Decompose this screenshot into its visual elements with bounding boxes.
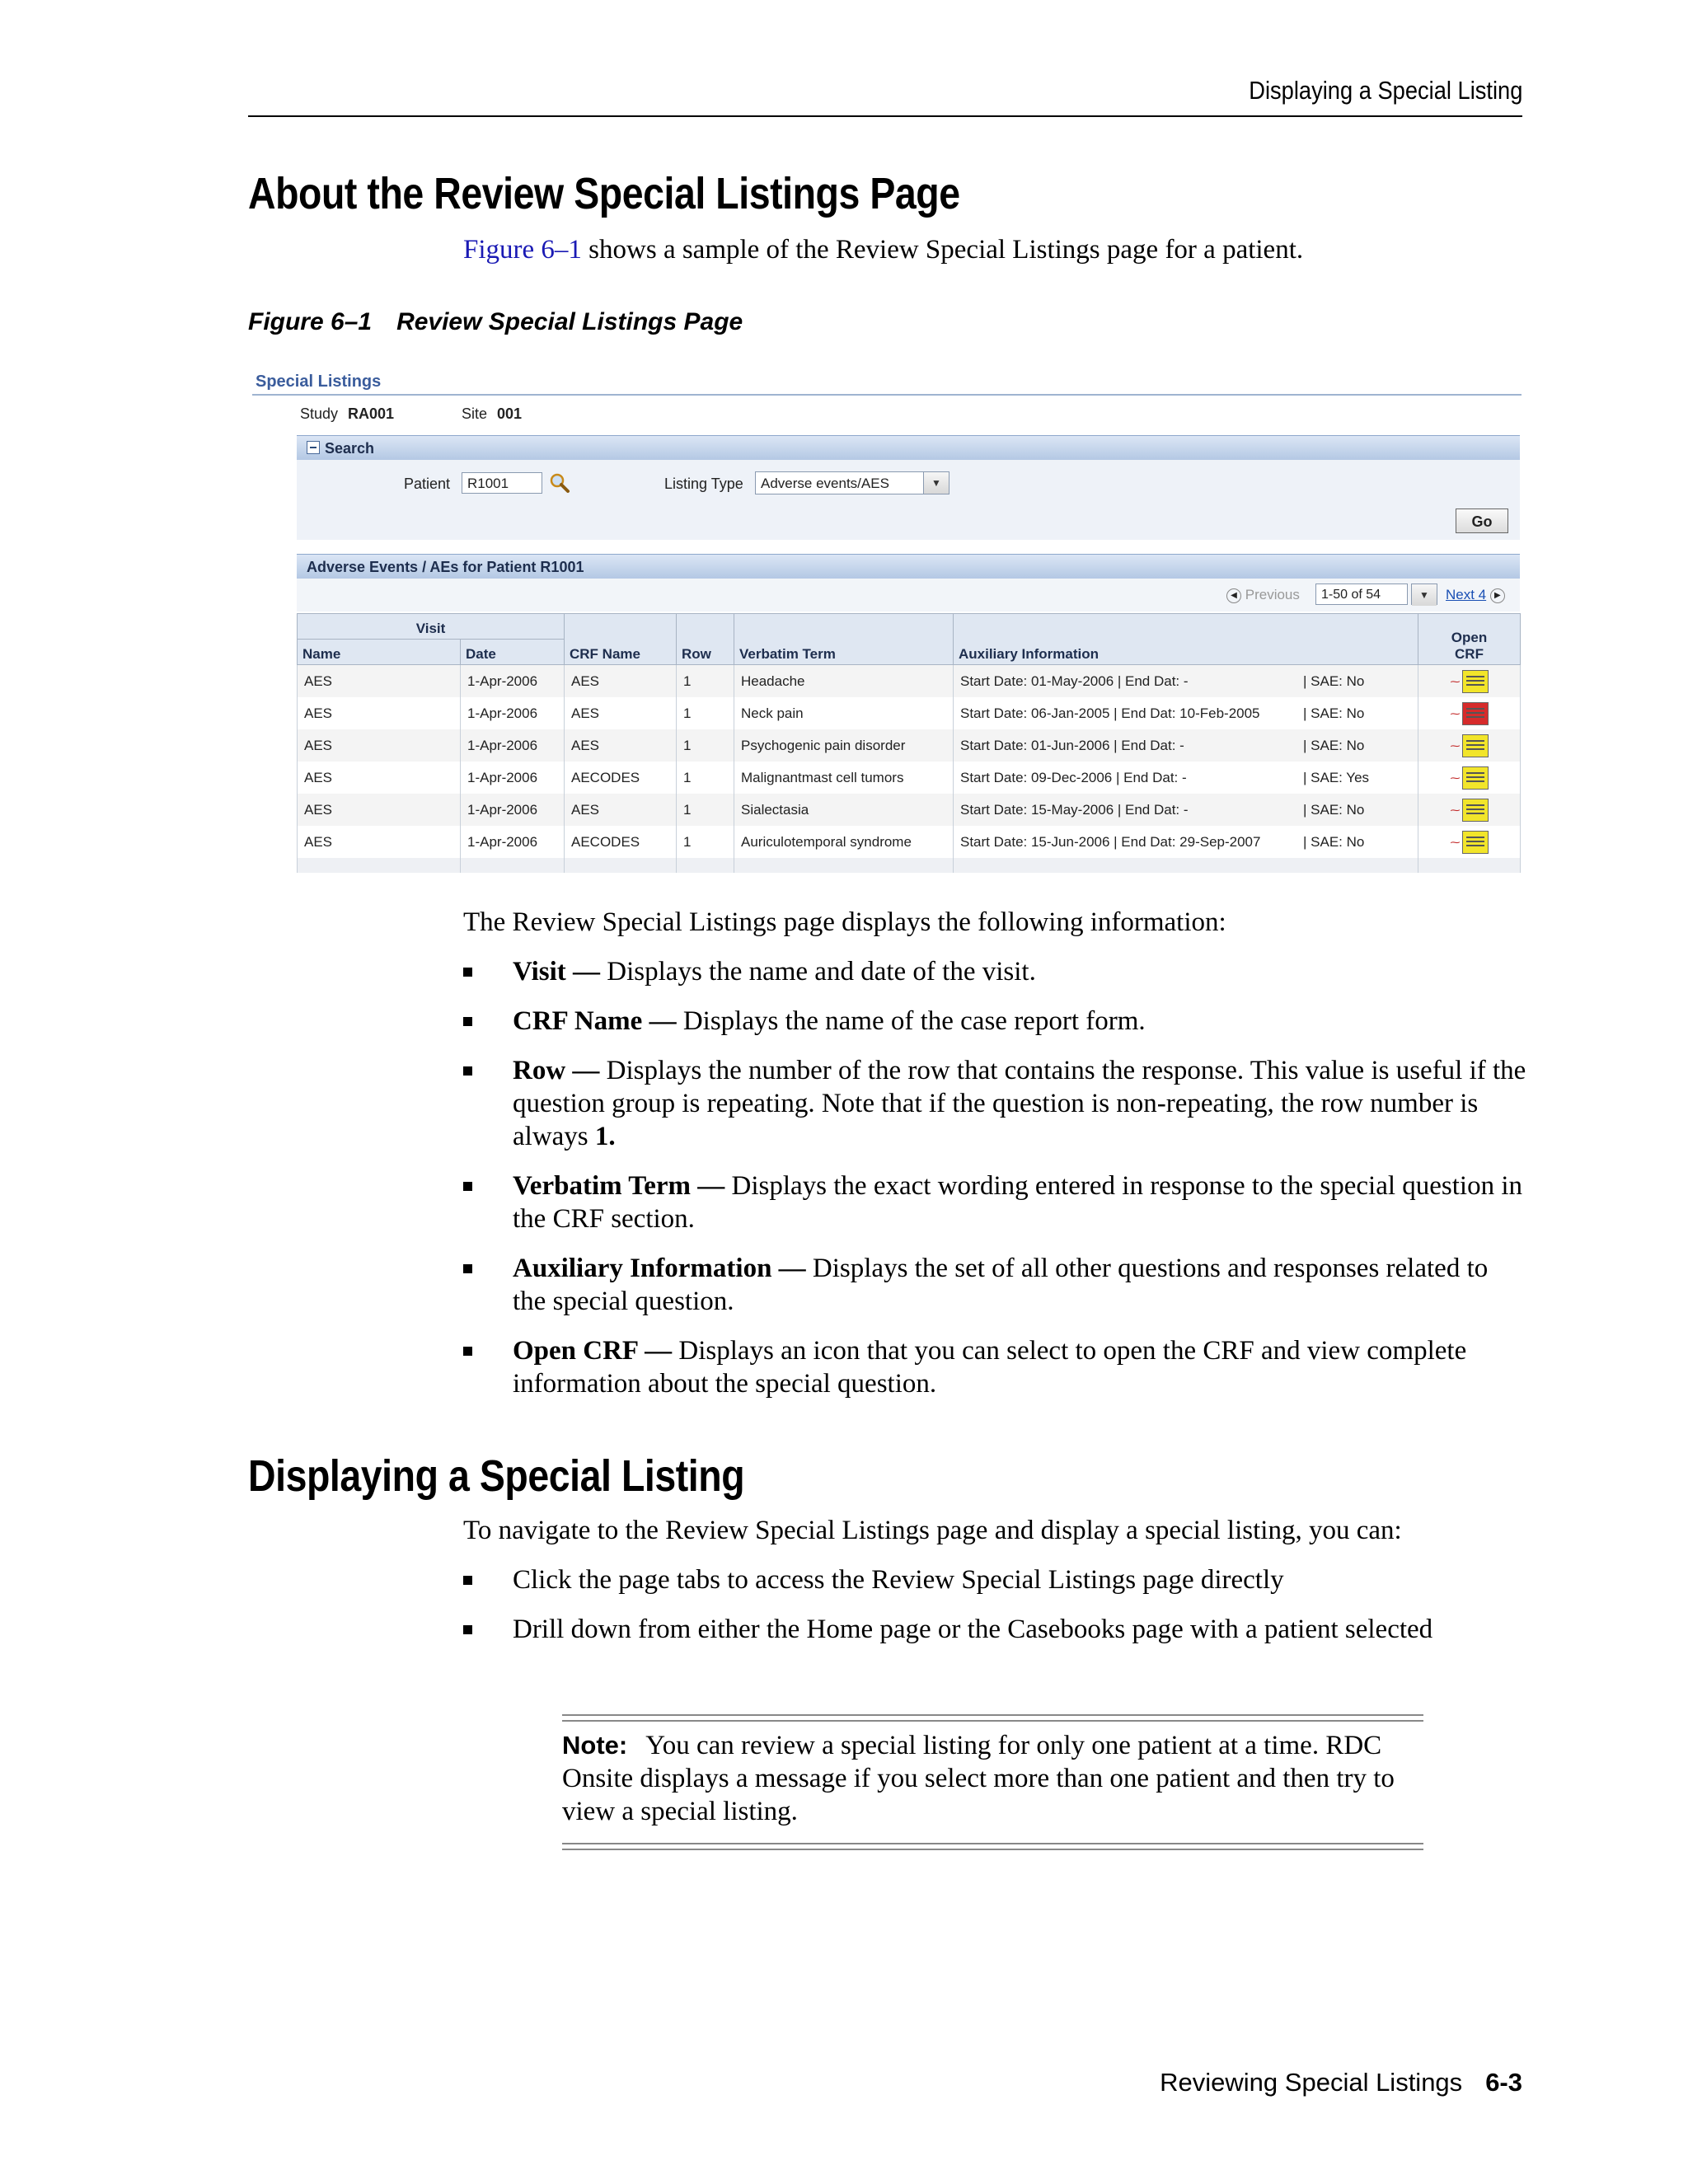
empty-cell xyxy=(298,858,461,873)
empty-cell xyxy=(734,858,954,873)
search-bar-label: Search xyxy=(325,440,375,457)
cell-row: 1 xyxy=(677,729,734,762)
cell-crf-name: AES xyxy=(565,697,677,729)
cell-verbatim-term: Headache xyxy=(734,665,954,698)
aux-dates: Start Date: 15-Jun-2006 | End Dat: 29-Sep-2007 xyxy=(960,833,1261,850)
list-item: Click the page tabs to access the Review Special Listings page directly xyxy=(463,1563,1502,1596)
aux-sae: | SAE: No xyxy=(1303,834,1365,850)
cell-open-crf xyxy=(1418,665,1521,698)
discrepancy-icon: ⁓ xyxy=(1450,771,1461,784)
chevron-down-icon: ▼ xyxy=(1412,584,1437,606)
aux-sae: | SAE: No xyxy=(1303,802,1365,818)
cell-row: 1 xyxy=(677,762,734,794)
section2-intro: To navigate to the Review Special Listings page and display a special listing, you can: xyxy=(463,1516,1402,1545)
cell-date: 1-Apr-2006 xyxy=(461,826,565,858)
table-row xyxy=(298,665,1521,698)
info-term: Row — xyxy=(513,1056,600,1085)
section-heading-displaying: Displaying a Special Listing xyxy=(248,1451,745,1501)
site-field xyxy=(462,405,522,423)
col-crf-name: CRF Name xyxy=(565,614,677,665)
cell-name: AES xyxy=(298,826,461,858)
aux-dates: Start Date: 09-Dec-2006 | End Dat: - xyxy=(960,769,1187,785)
info-list-item xyxy=(463,1252,1526,1318)
cell-crf-name: AES xyxy=(565,729,677,762)
empty-cell xyxy=(677,858,734,873)
study-value: RA001 xyxy=(348,405,395,422)
info-term: Visit — xyxy=(513,957,601,987)
cell-auxiliary-information xyxy=(954,794,1418,826)
empty-cell xyxy=(1418,858,1521,873)
col-open-crf: Open CRF xyxy=(1418,614,1521,665)
empty-cell xyxy=(461,858,565,873)
note-rule-bottom-2 xyxy=(562,1849,1423,1850)
cell-open-crf xyxy=(1418,697,1521,729)
cell-crf-name: AECODES xyxy=(565,762,677,794)
info-list-item xyxy=(463,1005,1526,1038)
open-crf-icon[interactable] xyxy=(1462,702,1489,725)
col-auxiliary-information: Auxiliary Information xyxy=(954,614,1418,665)
site-value: 001 xyxy=(497,405,523,422)
listing-type-label: Listing Type xyxy=(664,476,743,492)
cell-auxiliary-information xyxy=(954,826,1418,858)
list-item: Drill down from either the Home page or the Casebooks page with a patient selected xyxy=(463,1613,1502,1646)
cell-auxiliary-information xyxy=(954,665,1418,698)
pager-next[interactable]: Next 4 ▶ xyxy=(1446,587,1505,603)
open-crf-icon[interactable] xyxy=(1462,799,1489,822)
info-tail: 1. xyxy=(594,1122,616,1151)
header-rule xyxy=(248,115,1522,117)
listing-type-select[interactable] xyxy=(755,471,950,494)
note-rule-bottom xyxy=(562,1843,1423,1844)
section-heading-about: About the Review Special Listings Page xyxy=(248,169,960,218)
col-visit-name: Name xyxy=(298,640,461,665)
previous-icon: ◀ xyxy=(1226,588,1241,603)
go-button[interactable]: Go xyxy=(1456,509,1508,533)
col-row: Row xyxy=(677,614,734,665)
table-row xyxy=(298,762,1521,794)
open-crf-icon[interactable] xyxy=(1462,831,1489,854)
site-label: Site xyxy=(462,405,488,422)
patient-input[interactable]: R1001 xyxy=(462,472,542,494)
figure-number: Figure 6–1 xyxy=(248,308,373,335)
listing-type-value: Adverse events/AES xyxy=(761,476,889,491)
info-description: Displays the name of the case report form. xyxy=(676,1006,1146,1036)
info-description: Displays the number of the row that contains the response. This value is useful if the question group is repeating. Note that if the question is non-repeating, the row number is always xyxy=(513,1056,1526,1151)
discrepancy-icon: ⁓ xyxy=(1450,675,1461,687)
discrepancy-icon: ⁓ xyxy=(1450,739,1461,752)
next-icon: ▶ xyxy=(1490,588,1505,603)
info-list xyxy=(463,955,1526,1417)
cell-verbatim-term: Malignantmast cell tumors xyxy=(734,762,954,794)
collapse-icon[interactable] xyxy=(307,441,320,454)
aux-sae: | SAE: No xyxy=(1303,738,1365,753)
note-label: Note: xyxy=(562,1731,628,1760)
cell-open-crf xyxy=(1418,794,1521,826)
info-term: Verbatim Term — xyxy=(513,1171,725,1201)
cell-auxiliary-information xyxy=(954,729,1418,762)
aux-dates: Start Date: 01-May-2006 | End Dat: - xyxy=(960,673,1189,689)
patient-label: Patient xyxy=(404,476,451,492)
col-visit: Visit xyxy=(298,614,565,640)
table-row xyxy=(298,697,1521,729)
aux-dates: Start Date: 01-Jun-2006 | End Dat: - xyxy=(960,737,1184,753)
cell-open-crf xyxy=(1418,826,1521,858)
table-row-empty xyxy=(298,858,1521,873)
table-row xyxy=(298,826,1521,858)
cell-open-crf xyxy=(1418,729,1521,762)
empty-cell xyxy=(954,858,1418,873)
title-rule xyxy=(252,394,1522,396)
table-row xyxy=(298,729,1521,762)
cell-crf-name: AECODES xyxy=(565,826,677,858)
page-number: 6-3 xyxy=(1485,2068,1522,2097)
cell-name: AES xyxy=(298,729,461,762)
info-term: Auxiliary Information — xyxy=(513,1254,806,1283)
pager-range-select[interactable] xyxy=(1315,583,1408,605)
aux-dates: Start Date: 15-May-2006 | End Dat: - xyxy=(960,801,1189,818)
info-description: Displays the exact wording entered in response to the special question in the CRF section. xyxy=(513,1171,1523,1234)
intro-text: shows a sample of the Review Special Listings page for a patient. xyxy=(581,235,1304,265)
aux-dates: Start Date: 06-Jan-2005 | End Dat: 10-Feb-2005 xyxy=(960,705,1260,721)
aux-sae: | SAE: No xyxy=(1303,705,1365,721)
special-listings-screenshot xyxy=(252,364,1522,875)
info-description: Displays the name and date of the visit. xyxy=(600,957,1036,987)
cell-verbatim-term: Neck pain xyxy=(734,697,954,729)
col-visit-date: Date xyxy=(461,640,565,665)
section-intro xyxy=(463,233,1526,266)
cell-date: 1-Apr-2006 xyxy=(461,729,565,762)
pager-range: 1-50 of 54 xyxy=(1321,588,1381,602)
table-row xyxy=(298,794,1521,826)
pager-prev[interactable]: ◀ Previous xyxy=(1226,587,1300,603)
note-rule-top-2 xyxy=(562,1720,1423,1722)
cell-name: AES xyxy=(298,794,461,826)
empty-cell xyxy=(565,858,677,873)
cell-date: 1-Apr-2006 xyxy=(461,762,565,794)
col-verbatim-term: Verbatim Term xyxy=(734,614,954,665)
listing-table xyxy=(297,613,1521,873)
pager-dropdown[interactable] xyxy=(1411,583,1437,605)
discrepancy-icon: ⁓ xyxy=(1450,707,1461,719)
cell-date: 1-Apr-2006 xyxy=(461,665,565,698)
cell-verbatim-term: Auriculotemporal syndrome xyxy=(734,826,954,858)
open-crf-icon[interactable] xyxy=(1462,734,1489,757)
note-box xyxy=(562,1729,1423,1828)
info-description: Displays the set of all other questions and responses related to the special question. xyxy=(513,1254,1489,1316)
results-bar: Adverse Events / AEs for Patient R1001 xyxy=(297,554,1520,579)
info-list-item xyxy=(463,1334,1526,1400)
study-field xyxy=(300,405,394,423)
cell-crf-name: AES xyxy=(565,665,677,698)
cell-crf-name: AES xyxy=(565,794,677,826)
info-term: Open CRF — xyxy=(513,1336,673,1366)
chevron-down-icon[interactable]: ▼ xyxy=(923,472,949,494)
search-bar[interactable] xyxy=(297,435,1520,460)
cell-row: 1 xyxy=(677,665,734,698)
info-lead: The Review Special Listings page displays the following information: xyxy=(463,907,1226,937)
special-listings-title: Special Listings xyxy=(256,373,382,391)
info-list-item xyxy=(463,1169,1526,1235)
aux-sae: | SAE: Yes xyxy=(1303,770,1370,785)
info-description: Displays an icon that you can select to open the CRF and view complete information about the special question. xyxy=(513,1336,1467,1399)
search-icon[interactable] xyxy=(549,472,570,494)
cell-open-crf xyxy=(1418,762,1521,794)
section2-list xyxy=(463,1563,1502,1662)
cell-row: 1 xyxy=(677,794,734,826)
cell-row: 1 xyxy=(677,826,734,858)
study-label: Study xyxy=(300,405,339,422)
info-term: CRF Name — xyxy=(513,1006,677,1036)
open-crf-icon[interactable] xyxy=(1462,670,1489,693)
discrepancy-icon: ⁓ xyxy=(1450,836,1461,848)
page-footer xyxy=(1160,2068,1522,2097)
aux-sae: | SAE: No xyxy=(1303,673,1365,689)
open-crf-icon[interactable] xyxy=(1462,766,1489,790)
note-text: You can review a special listing for only one patient at a time. RDC Onsite displays a message if you select more than one patient and then try to view a special listing. xyxy=(562,1731,1395,1826)
cell-auxiliary-information xyxy=(954,762,1418,794)
cell-name: AES xyxy=(298,697,461,729)
note-rule-top xyxy=(562,1714,1423,1716)
cell-verbatim-term: Sialectasia xyxy=(734,794,954,826)
cell-date: 1-Apr-2006 xyxy=(461,697,565,729)
figure-title: Review Special Listings Page xyxy=(396,308,743,335)
figure-link[interactable]: Figure 6–1 xyxy=(463,235,582,265)
cell-date: 1-Apr-2006 xyxy=(461,794,565,826)
info-list-item xyxy=(463,1054,1526,1153)
cell-auxiliary-information xyxy=(954,697,1418,729)
running-header: Displaying a Special Listing xyxy=(1248,76,1522,105)
figure-caption xyxy=(248,308,743,336)
cell-name: AES xyxy=(298,665,461,698)
cell-name: AES xyxy=(298,762,461,794)
footer-chapter: Reviewing Special Listings xyxy=(1160,2068,1463,2097)
info-list-item xyxy=(463,955,1526,988)
discrepancy-icon: ⁓ xyxy=(1450,804,1461,816)
cell-verbatim-term: Psychogenic pain disorder xyxy=(734,729,954,762)
cell-row: 1 xyxy=(677,697,734,729)
